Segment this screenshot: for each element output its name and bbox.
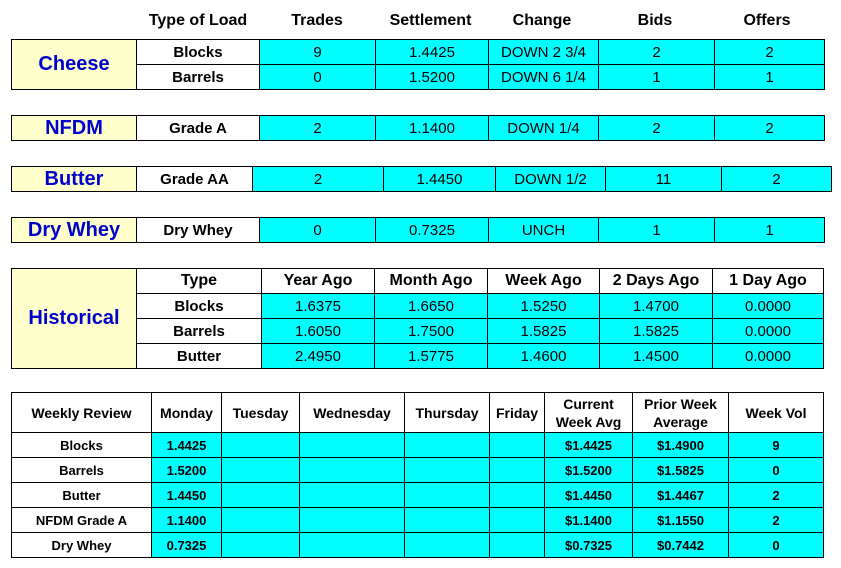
weekly-prior: $1.1550 (633, 508, 729, 533)
butter-offers: 2 (722, 167, 832, 192)
butter-settlement: 1.4450 (384, 167, 496, 192)
cheese-table (11, 39, 825, 90)
historical-header-1-day-ago: 1 Day Ago (713, 269, 824, 294)
weekly-tuesday (222, 433, 300, 458)
butter-label: Butter (12, 167, 137, 192)
cheese-change: DOWN 2 3/4 (489, 40, 599, 65)
weekly-vol: 0 (729, 458, 824, 483)
weekly-header-prior-line2: Average (653, 413, 708, 430)
weekly-wednesday (300, 458, 405, 483)
cheese-change: DOWN 6 1/4 (489, 65, 599, 90)
weekly-vol: 9 (729, 433, 824, 458)
butter-change: DOWN 1/2 (496, 167, 606, 192)
weekly-thursday (405, 483, 490, 508)
weekly-thursday (405, 533, 490, 558)
weekly-header-thursday: Thursday (405, 393, 490, 433)
cheese-bids: 1 (599, 65, 715, 90)
weekly-header-wednesday: Wednesday (300, 393, 405, 433)
drywhey-label: Dry Whey (12, 218, 137, 243)
historical-type: Blocks (137, 294, 262, 319)
weekly-vol: 2 (729, 483, 824, 508)
butter-table (11, 166, 832, 192)
cheese-settlement: 1.4425 (376, 40, 489, 65)
nfdm-type: Grade A (137, 116, 260, 141)
cheese-type: Blocks (137, 40, 260, 65)
weekly-prior: $0.7442 (633, 533, 729, 558)
drywhey-trades: 0 (260, 218, 376, 243)
weekly-header-monday: Monday (152, 393, 222, 433)
historical-header-year-ago: Year Ago (262, 269, 375, 294)
header-offers: Offers (743, 12, 791, 29)
weekly-friday (490, 458, 545, 483)
cheese-settlement: 1.5200 (376, 65, 489, 90)
weekly-header-current-avg (545, 393, 633, 433)
historical-cell: 0.0000 (713, 319, 824, 344)
weekly-header-current-line2: Week Avg (555, 413, 622, 430)
weekly-monday: 1.5200 (152, 458, 222, 483)
cheese-bids: 2 (599, 40, 715, 65)
weekly-review-table (11, 392, 824, 558)
historical-header-week-ago: Week Ago (488, 269, 600, 294)
weekly-header-friday: Friday (490, 393, 545, 433)
historical-cell: 1.4500 (600, 344, 713, 369)
weekly-thursday (405, 508, 490, 533)
drywhey-change: UNCH (489, 218, 599, 243)
weekly-current: $1.4425 (545, 433, 633, 458)
weekly-header-prior-avg (633, 393, 729, 433)
weekly-tuesday (222, 458, 300, 483)
historical-cell: 2.4950 (262, 344, 375, 369)
weekly-thursday (405, 433, 490, 458)
weekly-row-label: Blocks (12, 433, 152, 458)
weekly-friday (490, 433, 545, 458)
cheese-trades: 0 (260, 65, 376, 90)
header-trades: Trades (291, 12, 343, 29)
nfdm-table (11, 115, 825, 141)
historical-cell: 1.5825 (600, 319, 713, 344)
butter-type: Grade AA (137, 167, 253, 192)
historical-cell: 1.7500 (375, 319, 488, 344)
weekly-row-label: Butter (12, 483, 152, 508)
historical-table (11, 268, 824, 369)
weekly-current: $1.4450 (545, 483, 633, 508)
historical-cell: 1.5775 (375, 344, 488, 369)
weekly-monday: 1.4425 (152, 433, 222, 458)
weekly-row-label: NFDM Grade A (12, 508, 152, 533)
weekly-wednesday (300, 433, 405, 458)
drywhey-bids: 1 (599, 218, 715, 243)
drywhey-table (11, 217, 825, 243)
historical-cell: 1.6650 (375, 294, 488, 319)
historical-cell: 0.0000 (713, 344, 824, 369)
weekly-tuesday (222, 508, 300, 533)
butter-trades: 2 (253, 167, 384, 192)
weekly-current: $1.1400 (545, 508, 633, 533)
weekly-vol: 0 (729, 533, 824, 558)
weekly-prior: $1.5825 (633, 458, 729, 483)
nfdm-trades: 2 (260, 116, 376, 141)
weekly-current: $0.7325 (545, 533, 633, 558)
nfdm-settlement: 1.1400 (376, 116, 489, 141)
weekly-header-prior-line1: Prior Week (644, 395, 717, 412)
nfdm-label: NFDM (12, 116, 137, 141)
weekly-friday (490, 508, 545, 533)
historical-cell: 0.0000 (713, 294, 824, 319)
weekly-header-current-line1: Current (563, 395, 614, 412)
cheese-type: Barrels (137, 65, 260, 90)
historical-cell: 1.6375 (262, 294, 375, 319)
weekly-prior: $1.4467 (633, 483, 729, 508)
cheese-trades: 9 (260, 40, 376, 65)
nfdm-offers: 2 (715, 116, 825, 141)
historical-cell: 1.5825 (488, 319, 600, 344)
weekly-monday: 1.4450 (152, 483, 222, 508)
weekly-row-label: Dry Whey (12, 533, 152, 558)
weekly-header-tuesday: Tuesday (222, 393, 300, 433)
historical-header-2-days-ago: 2 Days Ago (600, 269, 713, 294)
header-settlement: Settlement (389, 12, 472, 29)
historical-cell: 1.6050 (262, 319, 375, 344)
weekly-row-label: Barrels (12, 458, 152, 483)
header-change: Change (512, 12, 572, 29)
weekly-thursday (405, 458, 490, 483)
weekly-header-vol: Week Vol (729, 393, 824, 433)
historical-type: Butter (137, 344, 262, 369)
weekly-monday: 1.1400 (152, 508, 222, 533)
weekly-wednesday (300, 483, 405, 508)
nfdm-bids: 2 (599, 116, 715, 141)
cheese-offers: 1 (715, 65, 825, 90)
weekly-tuesday (222, 533, 300, 558)
weekly-friday (490, 483, 545, 508)
header-type-of-load: Type of Load (148, 12, 248, 29)
drywhey-type: Dry Whey (137, 218, 260, 243)
cheese-label: Cheese (12, 40, 137, 90)
cheese-offers: 2 (715, 40, 825, 65)
historical-cell: 1.5250 (488, 294, 600, 319)
weekly-wednesday (300, 508, 405, 533)
weekly-tuesday (222, 483, 300, 508)
nfdm-change: DOWN 1/4 (489, 116, 599, 141)
drywhey-offers: 1 (715, 218, 825, 243)
weekly-friday (490, 533, 545, 558)
weekly-vol: 2 (729, 508, 824, 533)
drywhey-settlement: 0.7325 (376, 218, 489, 243)
weekly-wednesday (300, 533, 405, 558)
weekly-prior: $1.4900 (633, 433, 729, 458)
historical-cell: 1.4600 (488, 344, 600, 369)
historical-cell: 1.4700 (600, 294, 713, 319)
historical-type: Barrels (137, 319, 262, 344)
historical-label: Historical (12, 269, 137, 369)
historical-header-month-ago: Month Ago (375, 269, 488, 294)
weekly-current: $1.5200 (545, 458, 633, 483)
butter-bids: 11 (606, 167, 722, 192)
weekly-header-review: Weekly Review (12, 393, 152, 433)
header-bids: Bids (637, 12, 673, 29)
weekly-monday: 0.7325 (152, 533, 222, 558)
historical-header-type: Type (137, 269, 262, 294)
